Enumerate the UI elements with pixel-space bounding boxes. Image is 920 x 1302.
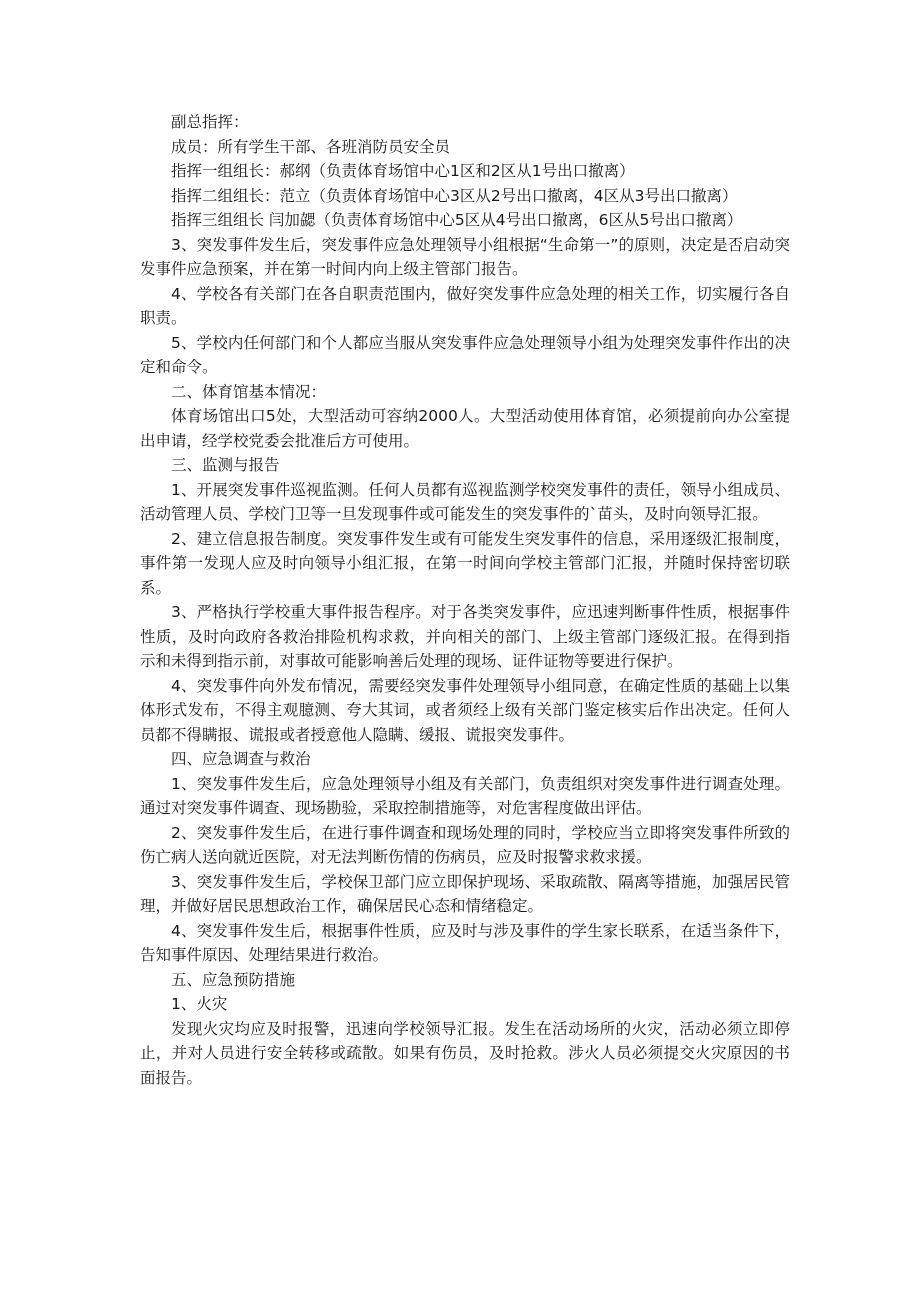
paragraph: 4、突发事件发生后，根据事件性质，应及时与涉及事件的学生家长联系，在适当条件下，告知事件原因、处理结果进行救治。 (140, 921, 790, 964)
paragraph: 成员：所有学生干部、各班消防员安全员 (171, 137, 451, 156)
paragraph: 5、学校内任何部门和个人都应当服从突发事件应急处理领导小组为处理突发事件作出的决定和命令。 (140, 333, 790, 376)
document-body (140, 110, 790, 1090)
paragraph: 副总指挥： (171, 113, 249, 131)
paragraph: 1、突发事件发生后，应急处理领导小组及有关部门，负责组织对突发事件进行调查处理。通过对突发事件调查、现场勘验，采取控制措施等，对危害程度做出评估。 (140, 774, 790, 817)
section-heading: 三、监测与报告 (171, 456, 280, 474)
paragraph: 发现火灾均应及时报警，迅速向学校领导汇报。发生在活动场所的火灾，活动必须立即停止，并对人员进行安全转移或疏散。如果有伤员，及时抢救。涉火人员必须提交火灾原因的书面报告。 (140, 1019, 790, 1087)
paragraph: 指挥二组组长：范立（负责体育场馆中心3区从2号出口撤离，4区从3号出口撤离） (171, 186, 738, 205)
paragraph: 2、突发事件发生后，在进行事件调查和现场处理的同时，学校应当立即将突发事件所致的伤亡病人送向就近医院，对无法判断伤情的伤病员，应及时报警求救求援。 (140, 823, 790, 866)
paragraph: 体育场馆出口5处，大型活动可容纳2000人。大型活动使用体育馆，必须提前向办公室提出申请，经学校党委会批准后方可使用。 (140, 407, 790, 450)
section-heading: 二、体育馆基本情况： (171, 382, 327, 401)
paragraph: 4、学校各有关部门在各自职责范围内，做好突发事件应急处理的相关工作，切实履行各自职责。 (140, 284, 790, 327)
section-heading: 五、应急预防措施 (171, 970, 296, 989)
subsection-heading: 1、火灾 (171, 995, 228, 1013)
paragraph: 2、建立信息报告制度。突发事件发生或有可能发生突发事件的信息，采用逐级汇报制度，事件第一发现人应及时向领导小组汇报，在第一时间向学校主管部门汇报，并随时保持密切联系。 (140, 529, 790, 597)
section-heading: 四、应急调查与救治 (171, 750, 311, 768)
paragraph: 1、开展突发事件巡视监测。任何人员都有巡视监测学校突发事件的责任，领导小组成员、活动管理人员、学校门卫等一旦发现事件或可能发生的突发事件的`苗头，及时向领导汇报。 (140, 480, 790, 523)
paragraph: 指挥三组组长 闫加勰（负责体育场馆中心5区从4号出口撤离，6区从5号出口撤离） (171, 211, 743, 229)
paragraph: 3、突发事件发生后，学校保卫部门应立即保护现场、采取疏散、隔离等措施，加强居民管理，并做好居民思想政治工作，确保居民心态和情绪稳定。 (140, 872, 790, 915)
paragraph: 4、突发事件向外发布情况，需要经突发事件处理领导小组同意，在确定性质的基础上以集体形式发布，不得主观臆测、夸大其词，或者须经上级有关部门鉴定核实后作出决定。任何人员都不得瞒报、谎报或者授意他人隐瞒、缓报、谎报突发事件。 (140, 676, 790, 744)
paragraph: 3、严格执行学校重大事件报告程序。对于各类突发事件，应迅速判断事件性质，根据事件性质，及时向政府各救治排险机构求救，并向相关的部门、上级主管部门逐级汇报。在得到指示和未得到指示前，对事故可能影响善后处理的现场、证件证物等要进行保护。 (140, 603, 790, 670)
paragraph: 3、突发事件发生后，突发事件应急处理领导小组根据“生命第一”的原则，决定是否启动突发事件应急预案，并在第一时间内向上级主管部门报告。 (140, 235, 790, 278)
paragraph: 指挥一组组长：郝纲（负责体育场馆中心1区和2区从1号出口撤离） (171, 162, 635, 180)
